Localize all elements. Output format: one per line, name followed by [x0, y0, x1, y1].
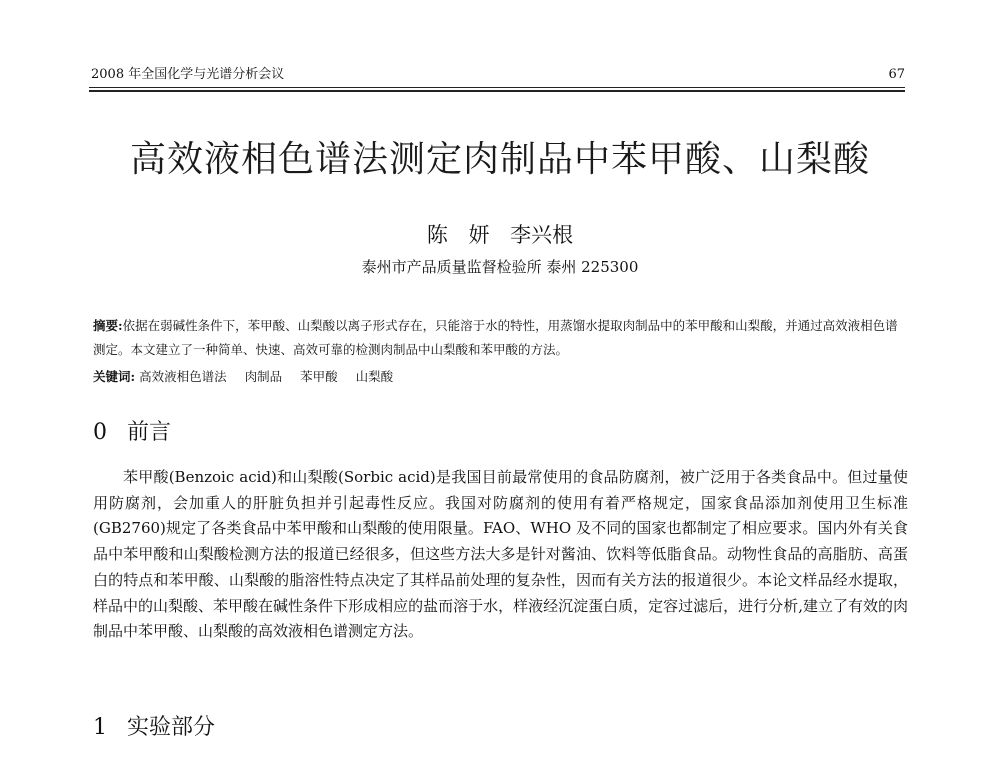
section-heading-experimental	[93, 714, 215, 742]
paper-title: 高效液相色谱法测定肉制品中苯甲酸、山梨酸	[129, 139, 870, 180]
section-heading-intro	[93, 419, 171, 447]
header-rule	[89, 87, 905, 88]
keywords-label: 关键词:	[93, 369, 136, 384]
affiliation: 泰州市产品质量监督检验所 泰州 225300	[361, 258, 639, 276]
authors: 陈 妍 李兴根	[426, 223, 574, 247]
intro-paragraph: 苯甲酸(Benzoic acid)和山梨酸(Sorbic acid)是我国目前最常使用的食品防腐剂，被广泛用于各类食品中。但过量使用防腐剂，会加重人的肝脏负担并引起毒性反应。我国对防腐剂的使用有着严格规定，国家食品添加剂使用卫生标准(GB2760)规定了各类食品中苯甲酸和山梨酸的使用限量。FAO、WHO 及不同的国家也都制定了相应要求。国内外有关食品中苯甲酸和山梨酸检测方法的报道已经很多，但这些方法大多是针对酱油、饮料等低脂食品。动物性食品的高脂肪、高蛋白的特点和苯甲酸、山梨酸的脂溶性特点决定了其样品前处理的复杂性，因而有关方法的报道很少。本论文样品经水提取，样品中的山梨酸、苯甲酸在碱性条件下形成相应的盐而溶于水，样液经沉淀蛋白质，定容过滤后，进行分析,建立了有效的肉制品中苯甲酸、山梨酸的高效液相色谱测定方法。	[93, 468, 908, 641]
keywords	[93, 367, 905, 387]
section-number: 1	[93, 715, 107, 740]
section-number: 0	[93, 420, 107, 445]
abstract-label: 摘要:	[93, 318, 123, 333]
keyword: 苯甲酸	[300, 369, 338, 384]
conference-name: 2008 年全国化学与光谱分析会议	[91, 67, 285, 82]
running-header	[91, 67, 905, 83]
keyword: 山梨酸	[355, 369, 394, 384]
section-title: 前言	[127, 420, 172, 445]
abstract-text: 依据在弱碱性条件下，苯甲酸、山梨酸以离子形式存在，只能溶于水的特性，用蒸馏水提取肉制品中的苯甲酸和山梨酸，并通过高效液相色谱测定。本文建立了一种简单、快速、高效可靠的检测肉制品中山梨酸和苯甲酸的方法。	[93, 318, 898, 357]
abstract	[93, 314, 905, 362]
section-title: 实验部分	[127, 715, 216, 740]
page-number: 67	[888, 67, 905, 82]
header-rule-thick	[89, 90, 905, 92]
keyword: 肉制品	[244, 369, 283, 384]
keyword: 高效液相色谱法	[139, 369, 227, 384]
